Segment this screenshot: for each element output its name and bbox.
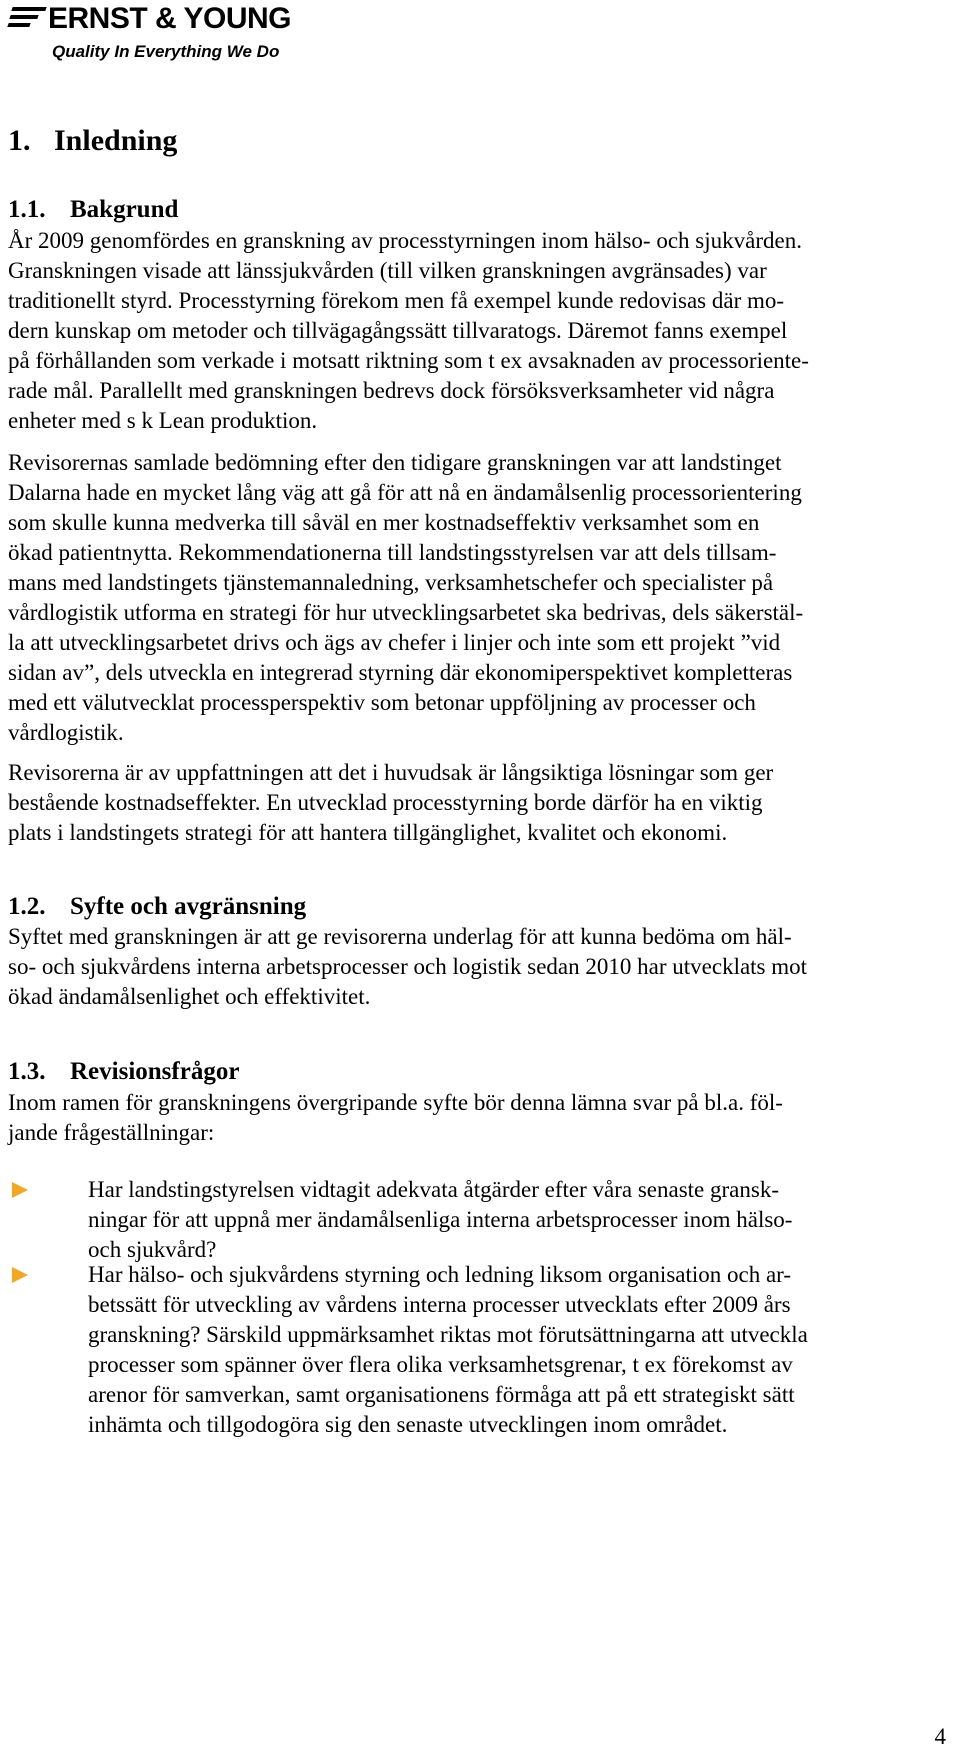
logo-mark-icon xyxy=(10,7,44,33)
text-line: granskning? Särskild uppmärksamhet riktas mot förutsättningarna att utveckla xyxy=(88,1322,808,1347)
section-title: Bakgrund xyxy=(70,196,179,223)
text-line: arenor för samverkan, samt organisationens förmåga att på ett strategiskt sätt xyxy=(88,1382,795,1407)
heading-revisionsfragor xyxy=(8,1058,239,1086)
page-number: 4 xyxy=(934,1724,946,1749)
section-title: Syfte och avgränsning xyxy=(70,893,307,920)
text-line: so- och sjukvårdens interna arbetsprocesser och logistik sedan 2010 har utvecklats mot xyxy=(8,954,808,979)
text-line: ningar för att uppnå mer ändamålsenliga interna arbetsprocesser inom hälso- xyxy=(88,1207,793,1232)
text-line: Dalarna hade en mycket lång väg att gå för att nå en ändamålsenlig processorientering xyxy=(8,480,802,505)
text-line: Granskningen visade att länssjukvården (till vilken granskningen avgränsades) var xyxy=(8,258,767,283)
text-line: jande frågeställningar: xyxy=(8,1120,215,1145)
text-line: Revisorerna är av uppfattningen att det i huvudsak är långsiktiga lösningar som ger xyxy=(8,760,774,785)
bullet-text xyxy=(88,1260,808,1440)
text-line: inhämta och tillgodogöra sig den senaste utvecklingen inom området. xyxy=(88,1412,728,1437)
paragraph-bakgrund-1 xyxy=(8,226,809,436)
text-line: traditionellt styrd. Processtyrning förekom men få exempel kunde redovisas där mo- xyxy=(8,288,785,313)
section-title: Revisionsfrågor xyxy=(70,1058,240,1085)
section-number: 1.2. xyxy=(8,893,46,920)
text-line: Har hälso- och sjukvårdens styrning och ledning liksom organisation och ar- xyxy=(88,1262,792,1287)
text-line: ökad patientnytta. Rekommendationerna till landstingsstyrelsen var att dels tillsam- xyxy=(8,540,777,565)
triangle-bullet-icon xyxy=(12,1182,28,1198)
text-line: vårdlogistik. xyxy=(8,720,124,745)
text-line: på förhållanden som verkade i motsatt riktning som t ex avsaknaden av processoriente- xyxy=(8,348,809,373)
paragraph-revisionsfragor xyxy=(8,1088,783,1148)
heading-inledning xyxy=(8,124,177,158)
text-line: Revisorernas samlade bedömning efter den tidigare granskningen var att landstinget xyxy=(8,450,782,475)
text-line: och sjukvård? xyxy=(88,1237,217,1262)
text-line: Syftet med granskningen är att ge revisorerna underlag för att kunna bedöma om häl- xyxy=(8,924,792,949)
text-line: mans med landstingets tjänstemannaledning, verksamhetschefer och specialister på xyxy=(8,570,774,595)
heading-number: 1. xyxy=(8,124,31,157)
text-line: som skulle kunna medverka till såväl en mer kostnadseffektiv verksamhet som en xyxy=(8,510,760,535)
text-line: la att utvecklingsarbetet drivs och ägs av chefer i linjer och inte som ett projekt ”vid xyxy=(8,630,781,655)
text-line: plats i landstingets strategi för att hantera tillgänglighet, kvalitet och ekonomi. xyxy=(8,820,728,845)
logo-name: ERNST & YOUNG xyxy=(48,2,291,35)
section-number: 1.1. xyxy=(8,196,46,223)
text-line: vårdlogistik utforma en strategi för hur utvecklingsarbetet ska bedrivas, dels säkerstäl- xyxy=(8,600,804,625)
section-number: 1.3. xyxy=(8,1058,46,1085)
text-line: enheter med s k Lean produktion. xyxy=(8,408,318,433)
heading-syfte xyxy=(8,893,306,921)
heading-bakgrund xyxy=(8,196,178,224)
triangle-bullet-icon xyxy=(12,1267,28,1283)
text-line: Inom ramen för granskningens övergripande syfte bör denna lämna svar på bl.a. föl- xyxy=(8,1090,783,1115)
paragraph-bakgrund-2 xyxy=(8,448,803,748)
text-line: År 2009 genomfördes en granskning av processtyrningen inom hälso- och sjukvården. xyxy=(8,228,802,253)
bullet-text xyxy=(88,1175,792,1265)
text-line: dern kunskap om metoder och tillvägagångssätt tillvaratogs. Däremot fanns exempel xyxy=(8,318,788,343)
text-line: rade mål. Parallellt med granskningen bedrevs dock försöksverksamheter vid några xyxy=(8,378,775,403)
paragraph-syfte xyxy=(8,922,807,1012)
text-line: processer som spänner över flera olika verksamhetsgrenar, t ex förekomst av xyxy=(88,1352,793,1377)
text-line: ökad ändamålsenlighet och effektivitet. xyxy=(8,984,371,1009)
logo-tagline: Quality In Everything We Do xyxy=(52,42,280,61)
text-line: bestående kostnadseffekter. En utvecklad processtyrning borde därför ha en viktig xyxy=(8,790,763,815)
text-line: sidan av”, dels utveckla en integrerad styrning där ekonomiperspektivet kompletteras xyxy=(8,660,793,685)
heading-title: Inledning xyxy=(54,124,178,157)
ernst-young-logo xyxy=(10,4,300,62)
paragraph-bakgrund-3 xyxy=(8,758,773,848)
text-line: med ett välutvecklat processperspektiv som betonar uppföljning av processer och xyxy=(8,690,756,715)
text-line: Har landstingstyrelsen vidtagit adekvata åtgärder efter våra senaste gransk- xyxy=(88,1177,779,1202)
text-line: betssätt för utveckling av vårdens interna processer utvecklats efter 2009 års xyxy=(88,1292,791,1317)
